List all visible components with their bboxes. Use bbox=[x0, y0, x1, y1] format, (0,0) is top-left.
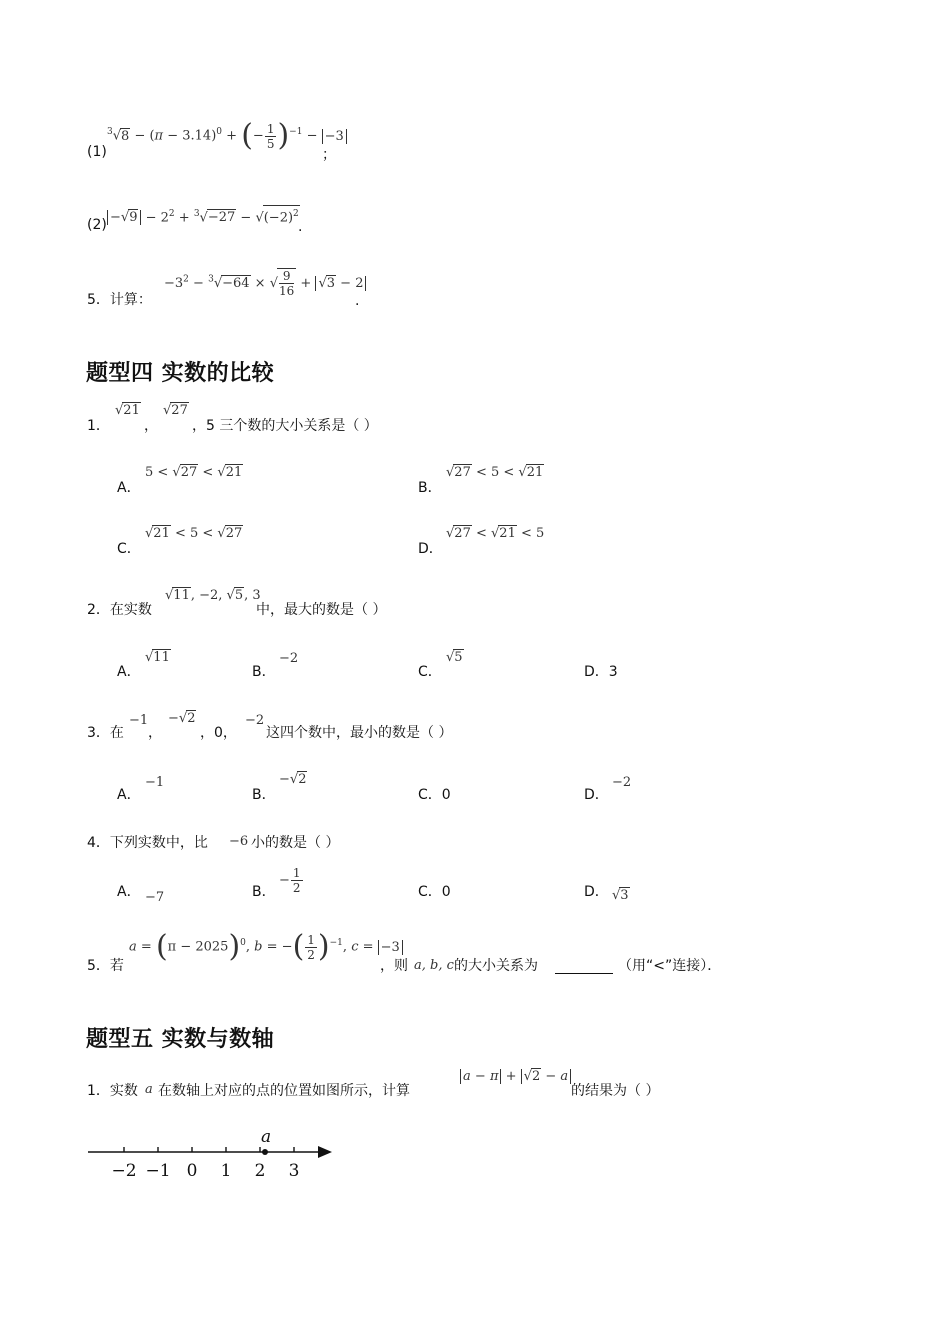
s4-q1-option-d[interactable]: D． bbox=[418, 541, 443, 557]
s4-q1-sqrt27: √27 bbox=[163, 403, 188, 418]
problem-2-label: (2) bbox=[87, 217, 107, 233]
s4-q2-option-b-math: −2 bbox=[279, 651, 299, 666]
number-line-tick-label: 3 bbox=[288, 1161, 300, 1181]
s4-q4-tail: 小的数是（ ） bbox=[251, 835, 340, 851]
s4-q3-num: 3．在 bbox=[87, 725, 124, 741]
s4-q5-vars: a, b, c bbox=[414, 958, 454, 973]
problem-1-label: (1) bbox=[87, 144, 107, 160]
s4-q3-option-c[interactable]: C．0 bbox=[418, 787, 451, 803]
s4-q4-option-b-math: − $\frac{1}{2}$ bbox=[279, 866, 301, 895]
s4-q2-tail: 中，最大的数是（ ） bbox=[256, 602, 387, 618]
s4-q3-option-d[interactable]: D． bbox=[584, 787, 609, 803]
s4-q1-option-a[interactable]: A． bbox=[117, 480, 141, 496]
s4-q5-mid: ，则 bbox=[380, 958, 408, 974]
s5-q1-math: a − π + √2 − a bbox=[460, 1068, 571, 1085]
s4-q2-math: √11, −2, √5, 3 bbox=[165, 588, 261, 603]
s4-q3-tail: 这四个数中，最小的数是（ ） bbox=[266, 725, 453, 741]
s4-q3-option-a[interactable]: A． bbox=[117, 787, 141, 803]
problem-1-tail: ； bbox=[322, 147, 336, 163]
number-line-tick-label: 0 bbox=[186, 1161, 198, 1181]
s4-q2-option-a-math: √11 bbox=[145, 650, 170, 665]
s4-q5-end: （用“<”连接）． bbox=[618, 958, 722, 974]
s5-q1-var: a bbox=[145, 1082, 153, 1097]
number-line bbox=[84, 1122, 344, 1188]
s4-q2-option-c-math: √5 bbox=[446, 650, 463, 665]
problem-2-formula: $-√9 - 2^2 + ^3√-27 - √(-2)^2$ bbox=[107, 205, 300, 226]
s4-q1-comma: ， bbox=[144, 418, 158, 434]
s4-q4-option-d[interactable]: D． bbox=[584, 884, 609, 900]
section-4-title: 题型四 实数的比较 bbox=[86, 361, 275, 386]
s4-q4-option-b[interactable]: B． bbox=[252, 884, 276, 900]
s4-q3-option-d-math: −2 bbox=[612, 775, 632, 790]
s4-q3-val3: −2 bbox=[245, 713, 265, 728]
s4-q1-option-b[interactable]: B． bbox=[418, 480, 442, 496]
s4-q1-option-c[interactable]: C． bbox=[117, 541, 141, 557]
s4-q3-sep2: ，0， bbox=[200, 725, 237, 741]
s4-q3-option-b-math: −√2 bbox=[279, 772, 307, 787]
number-line-tick-label: 2 bbox=[254, 1161, 266, 1181]
section-5-title: 题型五 实数与数轴 bbox=[86, 1027, 275, 1052]
s5-q1-tail: 的结果为（ ） bbox=[571, 1083, 660, 1099]
s4-q5-num: 5．若 bbox=[87, 958, 124, 974]
s5-q1-num: 1．实数 bbox=[87, 1083, 138, 1099]
question-5-label: 5．计算： bbox=[87, 292, 152, 308]
s4-q1-option-c-math: √21 < 5 < √27 bbox=[145, 526, 243, 541]
s4-q3-option-b[interactable]: B． bbox=[252, 787, 276, 803]
s4-q1-sqrt21: √21 bbox=[115, 403, 140, 418]
s4-q4-num: 4．下列实数中，比 bbox=[87, 835, 208, 851]
s4-q4-option-c[interactable]: C．0 bbox=[418, 884, 451, 900]
s4-q2-option-a[interactable]: A． bbox=[117, 664, 141, 680]
s4-q2-option-d[interactable]: D．3 bbox=[584, 664, 618, 680]
s5-q1-mid: 在数轴上对应的点的位置如图所示，计算 bbox=[158, 1083, 410, 1099]
s4-q5-tail: 的大小关系为 bbox=[454, 958, 538, 974]
number-line-tick-label: −1 bbox=[145, 1161, 171, 1181]
s4-q5-math: $a = (\pi - 2025)^0$, b = −( $\frac{1}{2}$ )$^{-1}$, c = −3 bbox=[129, 932, 403, 962]
s4-q1-num: 1． bbox=[87, 418, 110, 434]
point-a-marker bbox=[262, 1149, 268, 1155]
s4-q3-sep1: ， bbox=[148, 725, 162, 741]
s4-q2-num: 2．在实数 bbox=[87, 602, 152, 618]
s4-q1-option-a-math: 5 < √27 < √21 bbox=[145, 465, 243, 480]
problem-2-tail: . bbox=[298, 219, 303, 235]
s4-q4-option-a-math: −7 bbox=[145, 890, 165, 905]
s4-q5-answer-blank[interactable] bbox=[553, 959, 615, 978]
s4-q3-option-a-math: −1 bbox=[145, 775, 165, 790]
s4-q3-val2: −√2 bbox=[168, 711, 196, 726]
s4-q3-val1: −1 bbox=[129, 713, 149, 728]
number-line-arrow-icon bbox=[318, 1146, 332, 1158]
number-line-tick-label: 1 bbox=[220, 1161, 232, 1181]
s4-q4-val: −6 bbox=[229, 834, 249, 849]
s4-q4-option-d-math: √3 bbox=[612, 888, 629, 903]
point-a-label: a bbox=[261, 1127, 272, 1147]
s4-q2-option-c[interactable]: C． bbox=[418, 664, 442, 680]
question-5-tail: . bbox=[355, 293, 360, 309]
number-line-tick-label: −2 bbox=[111, 1161, 137, 1181]
s4-q1-option-d-math: √27 < √21 < 5 bbox=[446, 526, 545, 541]
problem-1-formula: $^3√8 - (\pi - 3.14)^0$ + (− $\frac{1}{5}$ )$^{-1}$ − −3 bbox=[107, 121, 347, 151]
s4-q2-option-b[interactable]: B． bbox=[252, 664, 276, 680]
s4-q1-tail: ，5 三个数的大小关系是（ ） bbox=[192, 418, 378, 434]
s4-q1-option-b-math: √27 < 5 < √21 bbox=[446, 465, 544, 480]
s4-q4-option-a[interactable]: A． bbox=[117, 884, 141, 900]
question-5-formula: $-3^2 - ^3√-64$ × √ $\frac{9}{16}$ + √3 − 2 bbox=[164, 268, 366, 298]
